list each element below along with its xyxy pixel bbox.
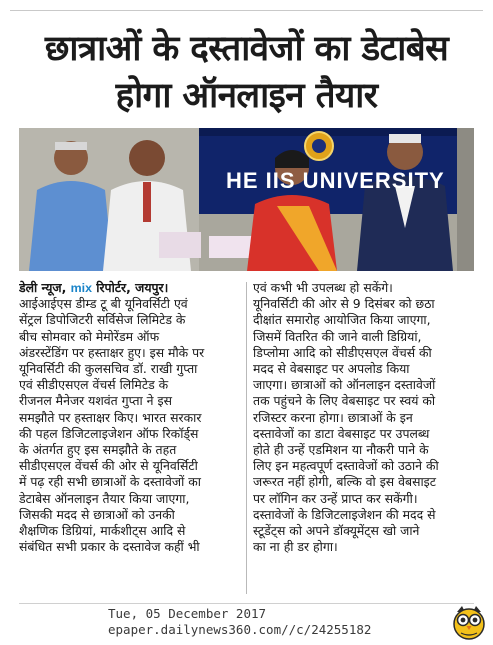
byline xyxy=(19,280,240,296)
article-line: सीडीएसएल वेंचर्स की ओर से यूनिवर्सिटी xyxy=(19,458,198,474)
article-line: स्टूडेंट्स को अपने डॉक्यूमेंट्स खो जाने xyxy=(253,523,420,539)
photo-illustration xyxy=(19,128,474,271)
article-line: सेंट्रल डिपोजिटरी सर्विसेज लिमिटेड के xyxy=(19,312,186,328)
article-line: दीक्षांत समारोह आयोजित किया जाएगा, xyxy=(253,312,431,328)
article-line: शैक्षणिक डिग्रियां, मार्कशीट्स आदि से xyxy=(19,523,186,539)
article-line: एवं कभी भी उपलब्ध हो सकेंगे। xyxy=(253,280,393,295)
byline-mix-brand: mix xyxy=(70,281,92,295)
article-line: रजिस्टर करना होगा। छात्राओं के इन xyxy=(253,409,413,425)
top-divider xyxy=(10,10,483,11)
article-line: रीजनल मैनेजर यशवंत गुप्ता ने इस xyxy=(19,393,172,409)
headline-line-1: छात्राओं के दस्तावेजों का डेटाबेस xyxy=(44,29,449,69)
article-line: यूनिवर्सिटी की ओर से 9 दिसंबर को छठा xyxy=(253,296,435,312)
article-line: होते ही उन्हें एडमिशन या नौकरी पाने के xyxy=(253,442,429,458)
article-line: जाएगा। छात्राओं को ऑनलाइन दस्तावेजों xyxy=(253,377,436,393)
article-line: मदद से वेबसाइट पर अपलोड किया xyxy=(253,361,410,377)
article-line: लिए इन महत्वपूर्ण दस्तावेजों को उठाने की xyxy=(253,458,439,474)
article-line: तक पहुंचने के लिए वेबसाइट पर स्वयं को xyxy=(253,393,436,409)
article-line: संबंधित सभी प्रकार के दस्तावेज कहीं भी xyxy=(19,539,200,555)
article-line: डेटाबेस ऑनलाइन तैयार किया जाएगा, xyxy=(19,490,190,506)
byline-prefix: डेली न्यूज, xyxy=(19,280,71,295)
article-line: बीच सोमवार को मेमोरेंडम ऑफ xyxy=(19,328,160,344)
photo-backdrop-text: HE IIS UNIVERSITY xyxy=(226,168,445,193)
article-line: पर लॉगिन कर उन्हें प्राप्त कर सकेंगी। xyxy=(253,490,418,506)
article-line: जिसकी मदद से छात्राओं को उनकी xyxy=(19,506,175,522)
article-body xyxy=(19,280,474,600)
headline-line-2: होगा ऑनलाइन तैयार xyxy=(115,76,378,116)
article-line: में पढ़ रही सभी छात्राओं के दस्तावेजों का xyxy=(19,474,201,490)
article-line: आईआईएस डीम्ड टू बी यूनिवर्सिटी एवं xyxy=(19,296,188,312)
article-column-left xyxy=(19,280,240,555)
article-line: दस्तावेजों का डाटा वेबसाइट पर उपलब्ध xyxy=(253,425,430,441)
article-line: डिप्लोमा आदि को सीडीएसएल वेंचर्स की xyxy=(253,344,432,360)
article-line: अंडरस्टेंडिंग पर हस्ताक्षर हुए। इस मौके पर xyxy=(19,344,205,360)
article-line: यूनिवर्सिटी की कुलसचिव डॉ. राखी गुप्ता xyxy=(19,361,198,377)
article-line: समझौते पर हस्ताक्षर किए। भारत सरकार xyxy=(19,409,202,425)
article-column-right xyxy=(253,280,474,555)
footer xyxy=(108,606,408,638)
byline-suffix: रिपोर्टर, जयपुर। xyxy=(91,280,169,295)
article-line: जिसमें वितरित की जाने वाली डिग्रियां, xyxy=(253,328,422,344)
article-line: की पहल डिजिटलाइजेशन ऑफ रिकॉर्ड्स xyxy=(19,425,199,441)
article-line: जरूरत नहीं होगी, बल्कि वो इस वेबसाइट xyxy=(253,474,436,490)
article-line: का ना ही डर होगा। xyxy=(253,539,338,555)
article-line: दस्तावेजों के डिजिटलाइजेशन की मदद से xyxy=(253,506,436,522)
headline xyxy=(6,26,487,120)
bottom-divider xyxy=(19,603,474,604)
article-line: एवं सीडीएसएल वेंचर्स लिमिटेड के xyxy=(19,377,169,393)
column-divider xyxy=(246,282,247,594)
footer-date: Tue, 05 December 2017 xyxy=(108,606,267,621)
news-photo xyxy=(19,128,474,271)
footer-url[interactable]: epaper.dailynews360.com//c/24255182 xyxy=(108,622,372,637)
owl-icon xyxy=(452,604,486,640)
article-line: के अंतर्गत हुए इस समझौते के तहत xyxy=(19,442,177,458)
